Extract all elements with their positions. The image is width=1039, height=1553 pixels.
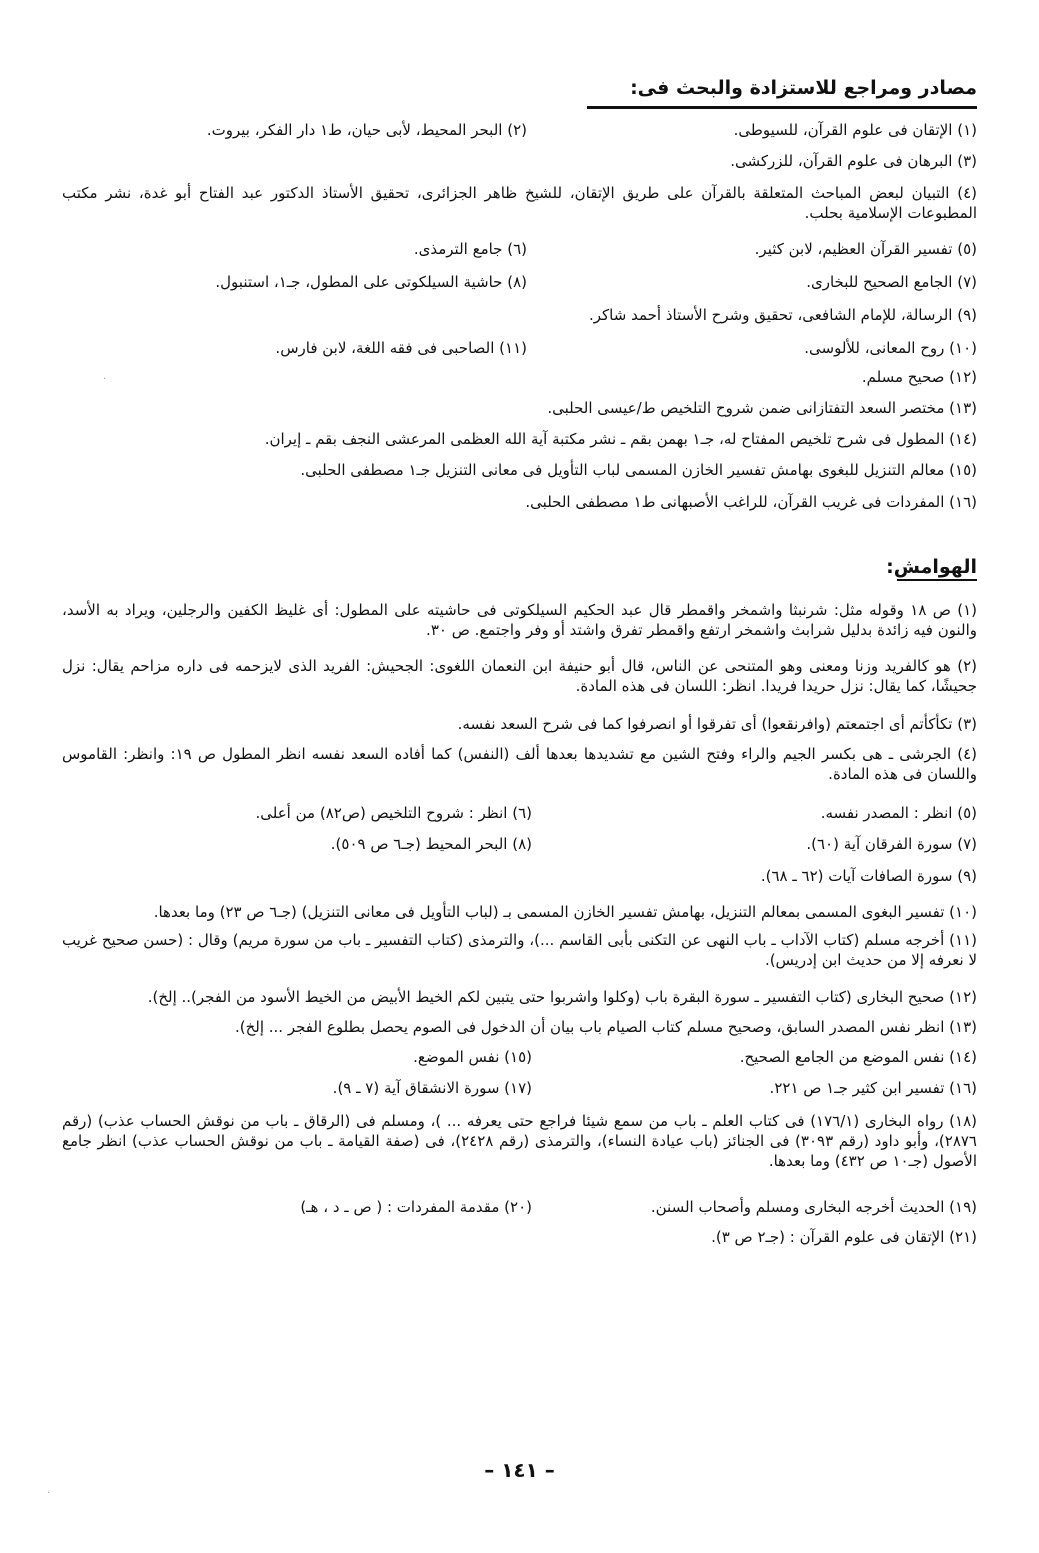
footnote-item: (٣) تكأكأتم أى اجتمعتم (وافرنقعوا) أى تفرقوا أو انصرفوا كما فى شرح السعد نفسه.: [457, 715, 977, 733]
footnote-item: (٢١) الإتقان فى علوم القرآن : (جـ٢ ص ٣).: [711, 1228, 977, 1246]
footnote-item: (١٠) تفسير البغوى المسمى بمعالم التنزيل، بهامش تفسير الخازن المسمى بـ (لباب التأويل فى معانى التنزيل) (جـ٦ ص ٢٣) وما بعدها.: [153, 903, 977, 921]
footnote-item: (٢) هو كالفريد وزنا ومعنى وهو المتنحى عن الناس، قال أبو حنيفة ابن النعمان اللغوى: الجحيش: الفريد الذى لايزحمه فى داره مزاحم يقال: نزل جحيشًا، كما يقال: نزل حريدا فريدا. انظر: اللسان فى هذه المادة.: [62, 657, 977, 695]
footnote-row: [62, 834, 977, 854]
source-item: (٩) الرسالة، للإمام الشافعى، تحقيق وشرح الأستاذ أحمد شاكر.: [588, 306, 977, 324]
source-item: (٤) التبيان لبعض المباحث المتعلقة بالقرآن على طريق الإتقان، للشيخ ظاهر الجزائرى، تحقيق الأستاذ الدكتور عبد الفتاح أبو غدة، نشر مكتب المطبوعات الإسلامية بحلب.: [62, 184, 977, 222]
source-item: (٣) البرهان فى علوم القرآن، للزركشى.: [730, 152, 977, 170]
footnote-item: (١٣) انظر نفس المصدر السابق، وصحيح مسلم كتاب الصيام باب بيان أن الدخول فى الصوم يحصل بطلوع الفجر ... إلخ).: [234, 1018, 977, 1036]
source-item: (١٦) المفردات فى غريب القرآن، للراغب الأصبهانى ط١ مصطفى الحلبى.: [525, 493, 977, 511]
source-item: (١٣) مختصر السعد التفتازانى ضمن شروح التلخيص ط/عيسى الحلبى.: [547, 399, 977, 417]
footnote-item: (١٢) صحيح البخارى (كتاب التفسير ـ سورة البقرة باب (وكلوا واشربوا حتى يتبين لكم الخيط الأبيض من الخيط الأسود من الفجر).. إلخ).: [147, 988, 977, 1006]
footnote-item: (٢٠) مقدمة المفردات : ( ص ـ د ، هـ): [300, 1198, 532, 1216]
page-number: – ١٤١ –: [484, 1458, 555, 1482]
footnote-item: (١٤) نفس الموضع من الجامع الصحيح.: [739, 1048, 977, 1066]
source-row: [62, 338, 977, 358]
footnote-item: (٩) سورة الصافات آيات (٦٢ ـ ٦٨).: [760, 867, 977, 885]
footnote-row: [62, 1078, 977, 1098]
sources-heading: مصادر ومراجع للاستزادة والبحث فى:: [630, 77, 977, 99]
footnote-item: (١١) أخرجه مسلم (كتاب الآداب ـ باب النهى عن التكنى بأبى القاسم ...)، والترمذى (كتاب التفسير ـ باب من سورة مريم) وقال : (حسن صحيح غريب لا نعرفه إلا من حديث ابن إدريس).: [62, 931, 977, 969]
footnotes-heading-underline: [897, 579, 977, 581]
source-item: (٧) الجامع الصحيح للبخارى.: [806, 273, 977, 291]
source-item: (٥) تفسير القرآن العظيم، لابن كثير.: [754, 240, 977, 258]
source-item: (٢) البحر المحيط، لأبى حيان، ط١ دار الفكر، بيروت.: [206, 121, 527, 139]
footnote-item: (١٥) نفس الموضع.: [413, 1048, 532, 1066]
scan-speck: ·: [47, 1488, 51, 1499]
footnote-row: [62, 803, 977, 823]
source-item: (١) الإتقان فى علوم القرآن، للسيوطى.: [733, 121, 977, 139]
footnote-item: (٧) سورة الفرقان آية (٦٠).: [806, 835, 977, 853]
source-item: (٨) حاشية السيلكوتى على المطول، جـ١، استنبول.: [215, 273, 527, 291]
footnote-item: (١٩) الحديث أخرجه البخارى ومسلم وأصحاب السنن.: [650, 1198, 977, 1216]
scan-speck: ·: [103, 374, 107, 385]
source-row: [62, 120, 977, 140]
source-item: (١٤) المطول فى شرح تلخيص المفتاح له، جـ١ بهمن بقم ـ نشر مكتبة آية الله العظمى المرعشى النجف بقم ـ إيران.: [264, 430, 977, 448]
source-item: (١٠) روح المعانى، للألوسى.: [804, 339, 977, 357]
footnote-item: (٦) انظر : شروح التلخيص (ص٨٢) من أعلى.: [255, 804, 532, 822]
footnote-item: (١٧) سورة الانشقاق آية (٧ ـ ٩).: [332, 1079, 532, 1097]
source-item: (١١) الصاحبى فى فقه اللغة، لابن فارس.: [275, 339, 527, 357]
footnote-item: (٥) انظر : المصدر نفسه.: [820, 804, 977, 822]
footnote-item: (١) ص ١٨ وقوله مثل: شرنبثا واشمخر واقمطر قال عبد الحكيم السيلكوتى فى حاشيته على المطول: أى غليظ الكفين والرجلين، ويراد به الأسد، والنون فيه زائدة بدليل شرابث واشمخر ارتفع واقمطر تفرق واشتد أو وفر واجتمع. ص ٣٠.: [62, 601, 977, 639]
footnote-row: [62, 1047, 977, 1067]
footnote-item: (١٦) تفسير ابن كثير جـ١ ص ٢٢١.: [769, 1079, 977, 1097]
footnotes-heading: الهوامش:: [886, 556, 977, 578]
footnote-item: (٤) الجرشى ـ هى بكسر الجيم والراء وفتح الشين مع تشديدها بعدها ألف (النفس) كما أفاده السعد نفسه انظر المطول ص ١٩: وانظر: القاموس واللسان فى هذه المادة.: [62, 745, 977, 783]
source-row: [62, 239, 977, 259]
source-item: (١٢) صحيح مسلم.: [861, 368, 977, 386]
source-row: [62, 272, 977, 292]
sources-heading-underline: [587, 106, 977, 109]
source-item: (٦) جامع الترمذى.: [413, 240, 527, 258]
source-item: (١٥) معالم التنزيل للبغوى بهامش تفسير الخازن المسمى لباب التأويل فى معانى التنزيل جـ١ مصطفى الحلبى.: [300, 461, 977, 479]
footnote-item: (٨) البحر المحيط (جـ٦ ص ٥٠٩).: [330, 835, 532, 853]
footnote-row: [62, 1197, 977, 1217]
footnote-item: (١٨) رواه البخارى (١٧٦/١) فى كتاب العلم ـ باب من سمع شيئا فراجع حتى يعرفه ... )، ومسلم فى (الرقاق ـ باب من نوقش الحساب عذب) (رقم ٢٨٧٦)، وأبو داود (رقم ٣٠٩٣) فى الجنائز (باب عيادة النساء)، والترمذى (رقم ٢٤٢٨)، فى (صفة القيامة ـ باب من نوقش الحساب عذب) انظر جامع الأصول (جـ١٠ ص ٤٣٢) وما بعدها.: [62, 1112, 977, 1170]
